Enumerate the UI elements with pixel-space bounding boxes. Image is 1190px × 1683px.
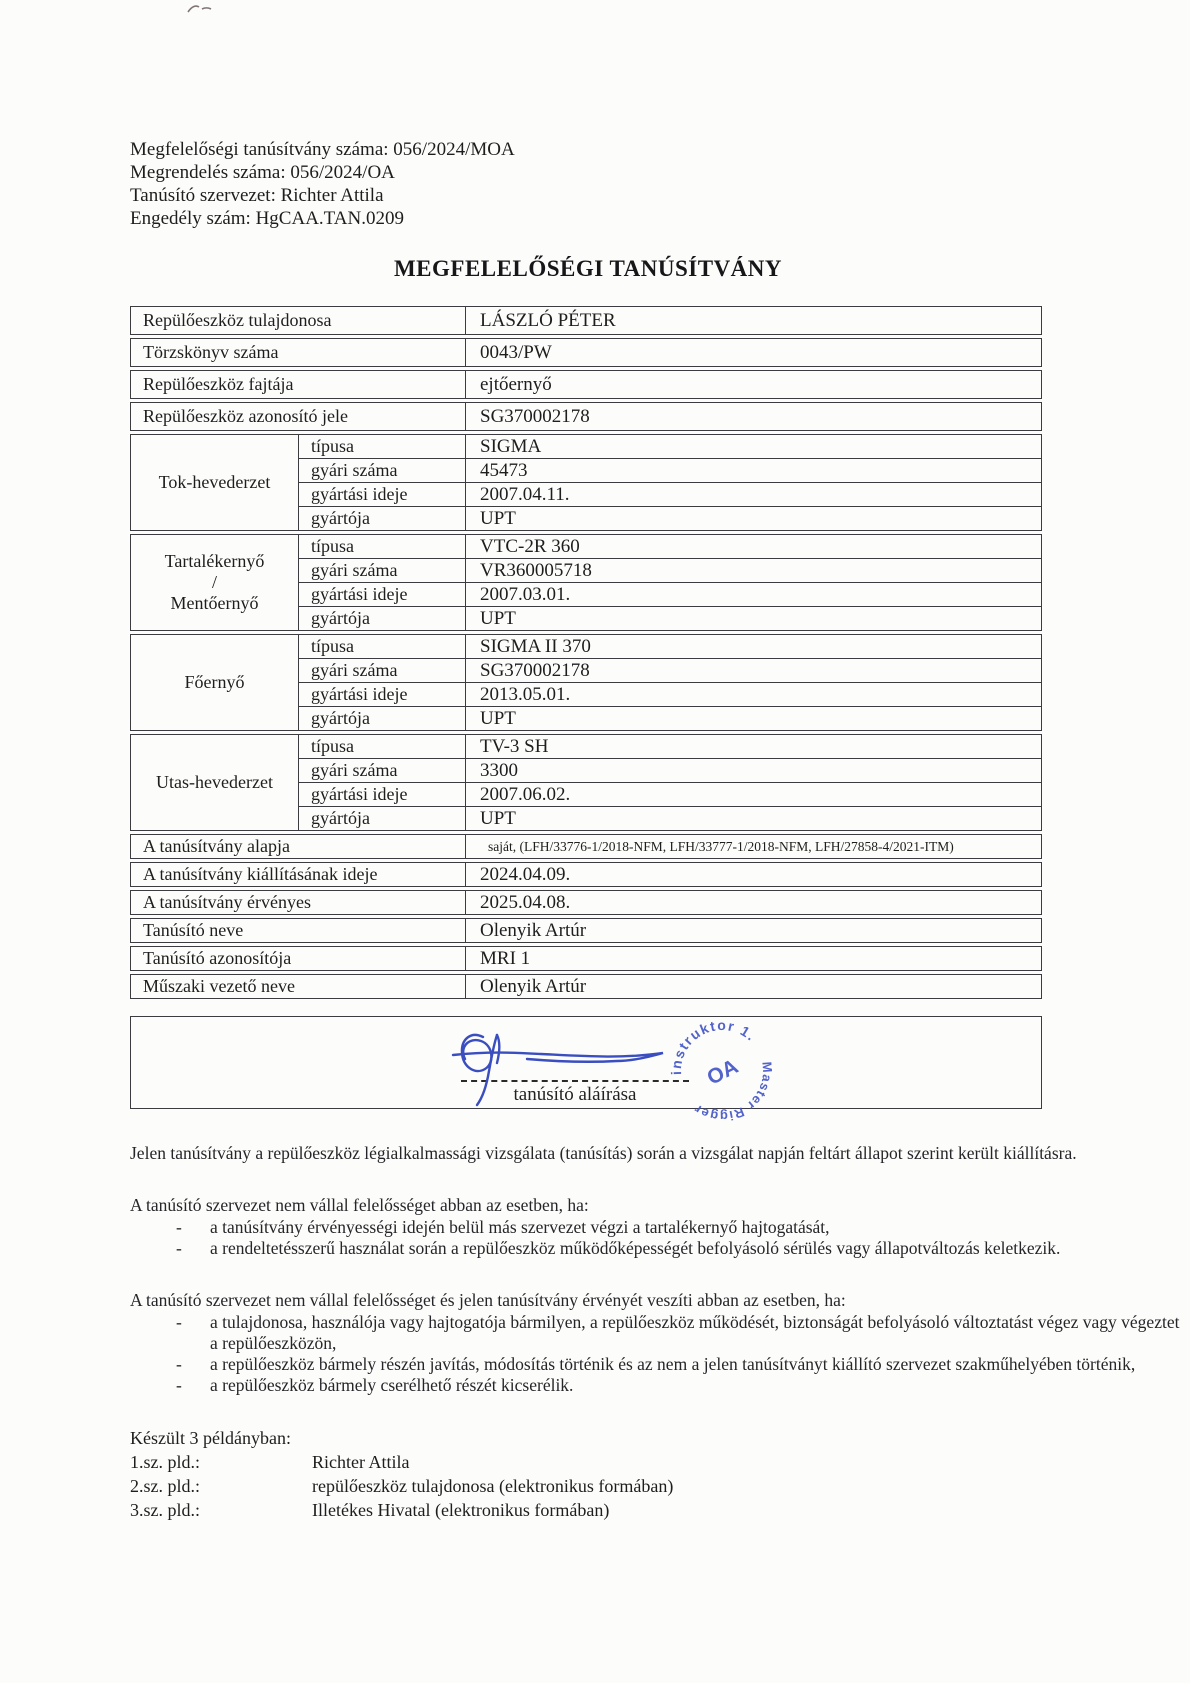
table-subrow bbox=[299, 635, 1041, 658]
row-value: 2025.04.08. bbox=[480, 892, 571, 913]
copy-item bbox=[130, 1450, 1046, 1474]
stamp-center-text: OA bbox=[703, 1054, 742, 1090]
bullet-item: - a repülőeszköz bármely részén javítás, módosítás történik és az nem a jelen tanúsítványt kiállító szervezet szakműhelyében történik, bbox=[176, 1354, 1136, 1374]
table-subrow bbox=[299, 658, 1041, 682]
table-subrow bbox=[299, 806, 1041, 830]
row-value: 2024.04.09. bbox=[480, 864, 571, 885]
row-label: Törzskönyv száma bbox=[131, 339, 466, 366]
row-label: Tanúsító azonosítója bbox=[131, 947, 466, 970]
paragraph-liability-1 bbox=[130, 1195, 1190, 1259]
stamp-arc-bottom-text: Master Rigger bbox=[690, 1061, 776, 1125]
row-value: 0043/PW bbox=[480, 342, 552, 363]
copy-number: 1.sz. pld.: bbox=[130, 1452, 200, 1472]
table-subrow bbox=[299, 458, 1041, 482]
table-row bbox=[130, 834, 1042, 859]
signature-caption: tanúsító aláírása bbox=[513, 1084, 637, 1105]
table-subrow bbox=[299, 682, 1041, 706]
group-name: Utas-hevederzet bbox=[131, 735, 299, 830]
subrow-label: gyártási ideje bbox=[299, 483, 466, 506]
stamp-arc-top-text: instruktor 1. bbox=[667, 1016, 760, 1076]
table-group-tartalekernyo bbox=[130, 534, 1042, 631]
bullet-item: - a repülőeszköz bármely cserélhető részét kicserélik. bbox=[176, 1375, 574, 1395]
row-value: ejtőernyő bbox=[480, 374, 552, 395]
row-label: Repülőeszköz tulajdonosa bbox=[131, 307, 466, 334]
signature-box bbox=[130, 1016, 1042, 1125]
round-stamp bbox=[664, 1013, 780, 1129]
copy-recipient: Richter Attila bbox=[312, 1452, 410, 1472]
table-subrow bbox=[299, 435, 1041, 458]
header-label: Megrendelés száma: bbox=[130, 162, 286, 183]
header-line bbox=[130, 138, 1046, 161]
subrow-label: típusa bbox=[299, 635, 466, 658]
subrow-value: UPT bbox=[480, 708, 516, 729]
subrow-label: gyártója bbox=[299, 707, 466, 730]
table-subrow bbox=[299, 558, 1041, 582]
table-row bbox=[130, 946, 1042, 971]
subrow-value: TV-3 SH bbox=[480, 736, 549, 757]
header-value: 056/2024/MOA bbox=[393, 139, 515, 160]
subrow-value: 2007.03.01. bbox=[480, 584, 571, 605]
subrow-value: UPT bbox=[480, 808, 516, 829]
subrow-label: gyártási ideje bbox=[299, 583, 466, 606]
table-subrow bbox=[299, 606, 1041, 630]
row-value: SG370002178 bbox=[480, 406, 590, 427]
bullet-item: - a tulajdonosa, használója vagy hajtogatója bármilyen, a repülőeszköz működését, biztonságát befolyásoló változtatást végez vagy végeztet a repülőeszközön, bbox=[176, 1312, 1180, 1353]
row-label: Tanúsító neve bbox=[131, 919, 466, 942]
header-value: Richter Attila bbox=[280, 185, 384, 206]
subrow-label: típusa bbox=[299, 735, 466, 758]
copy-number: 3.sz. pld.: bbox=[130, 1500, 200, 1520]
subrow-value: 2013.05.01. bbox=[480, 684, 571, 705]
subrow-label: gyári száma bbox=[299, 559, 466, 582]
subrow-label: gyártója bbox=[299, 607, 466, 630]
subrow-value: VR360005718 bbox=[480, 560, 592, 581]
table-subrow bbox=[299, 506, 1041, 530]
row-value: saját, (LFH/33776-1/2018-NFM, LFH/33777-1/2018-NFM, LFH/27858-4/2021-ITM) bbox=[488, 839, 954, 854]
subrow-label: típusa bbox=[299, 435, 466, 458]
row-label: Repülőeszköz fajtája bbox=[131, 371, 466, 398]
table-subrow bbox=[299, 758, 1041, 782]
subrow-label: gyártási ideje bbox=[299, 783, 466, 806]
paragraph-liability-2 bbox=[130, 1290, 1190, 1396]
header-label: Engedély szám: bbox=[130, 208, 251, 229]
table-row bbox=[130, 338, 1042, 367]
header-label: Megfelelőségi tanúsítvány száma: bbox=[130, 139, 389, 160]
certificate-table bbox=[130, 306, 1042, 999]
subrow-value: VTC-2R 360 bbox=[480, 536, 580, 557]
table-subrow bbox=[299, 535, 1041, 558]
subrow-label: gyári száma bbox=[299, 459, 466, 482]
subrow-label: gyártója bbox=[299, 807, 466, 830]
document-title: MEGFELELŐSÉGI TANÚSÍTVÁNY bbox=[393, 256, 783, 281]
copy-item bbox=[130, 1474, 1046, 1498]
table-group-foernyo bbox=[130, 634, 1042, 731]
document-content bbox=[130, 0, 1180, 1522]
table-subrow bbox=[299, 582, 1041, 606]
group-name: Tok-hevederzet bbox=[131, 435, 299, 530]
row-value: LÁSZLÓ PÉTER bbox=[480, 310, 616, 331]
table-group-tok-hevederzet bbox=[130, 434, 1042, 531]
row-label: A tanúsítvány érvényes bbox=[131, 891, 466, 914]
header-value: 056/2024/OA bbox=[290, 162, 395, 183]
subrow-value: SIGMA II 370 bbox=[480, 636, 591, 657]
header-reference-block bbox=[130, 138, 1046, 230]
row-value: Olenyik Artúr bbox=[480, 976, 587, 997]
table-subrow bbox=[299, 735, 1041, 758]
copies-section bbox=[130, 1426, 1046, 1522]
copy-recipient: Illetékes Hivatal (elektronikus formában) bbox=[312, 1500, 610, 1520]
table-row bbox=[130, 370, 1042, 399]
table-subrow bbox=[299, 782, 1041, 806]
paragraph-validity: Jelen tanúsítvány a repülőeszköz légialkalmassági vizsgálata (tanúsítás) során a vizsgálat napján feltárt állapot szerint került kiállításra. bbox=[130, 1143, 1077, 1163]
table-row bbox=[130, 402, 1042, 431]
table-row bbox=[130, 306, 1042, 335]
row-label: Repülőeszköz azonosító jele bbox=[131, 403, 466, 430]
group-name: Főernyő bbox=[131, 635, 299, 730]
subrow-label: gyári száma bbox=[299, 759, 466, 782]
row-value: Olenyik Artúr bbox=[480, 920, 587, 941]
row-label: A tanúsítvány kiállításának ideje bbox=[131, 863, 466, 886]
subrow-label: gyári száma bbox=[299, 659, 466, 682]
copy-recipient: repülőeszköz tulajdonosa (elektronikus formában) bbox=[312, 1476, 674, 1496]
row-label: A tanúsítvány alapja bbox=[131, 835, 466, 858]
copy-item bbox=[130, 1498, 1046, 1522]
subrow-value: SG370002178 bbox=[480, 660, 590, 681]
subrow-value: 45473 bbox=[480, 460, 528, 481]
copy-number: 2.sz. pld.: bbox=[130, 1476, 200, 1496]
paragraph-heading: A tanúsító szervezet nem vállal felelősséget és jelen tanúsítvány érvényét veszíti abban az esetben, ha: bbox=[130, 1290, 846, 1310]
header-value: HgCAA.TAN.0209 bbox=[255, 208, 404, 229]
table-subrow bbox=[299, 482, 1041, 506]
subrow-value: 3300 bbox=[480, 760, 518, 781]
subrow-value: 2007.06.02. bbox=[480, 784, 571, 805]
subrow-value: 2007.04.11. bbox=[480, 484, 570, 505]
table-group-utas-hevederzet bbox=[130, 734, 1042, 831]
subrow-value: UPT bbox=[480, 608, 516, 629]
subrow-value: SIGMA bbox=[480, 436, 542, 457]
header-line bbox=[130, 184, 1046, 207]
bullet-item: - a tanúsítvány érvényességi idején belül más szervezet végzi a tartalékernyő hajtogatását, bbox=[176, 1217, 830, 1237]
row-value: MRI 1 bbox=[480, 948, 531, 969]
row-label: Műszaki vezető neve bbox=[131, 975, 466, 998]
header-label: Tanúsító szervezet: bbox=[130, 185, 276, 206]
bullet-item: - a rendeltetésszerű használat során a repülőeszköz működőképességét befolyásoló sérülés vagy állapotváltozás keletkezik. bbox=[176, 1238, 1061, 1258]
subrow-label: gyártója bbox=[299, 507, 466, 530]
table-row bbox=[130, 862, 1042, 887]
table-row bbox=[130, 918, 1042, 943]
header-line bbox=[130, 207, 1046, 230]
table-subrow bbox=[299, 706, 1041, 730]
table-row bbox=[130, 974, 1042, 999]
subrow-label: gyártási ideje bbox=[299, 683, 466, 706]
subrow-label: típusa bbox=[299, 535, 466, 558]
copies-heading: Készült 3 példányban: bbox=[130, 1428, 291, 1448]
header-line bbox=[130, 161, 1046, 184]
paragraph-heading: A tanúsító szervezet nem vállal felelősséget abban az esetben, ha: bbox=[130, 1195, 589, 1215]
handwritten-signature bbox=[431, 1023, 701, 1111]
subrow-value: UPT bbox=[480, 508, 516, 529]
table-row bbox=[130, 890, 1042, 915]
group-name: Tartalékernyő / Mentőernyő bbox=[131, 535, 299, 630]
